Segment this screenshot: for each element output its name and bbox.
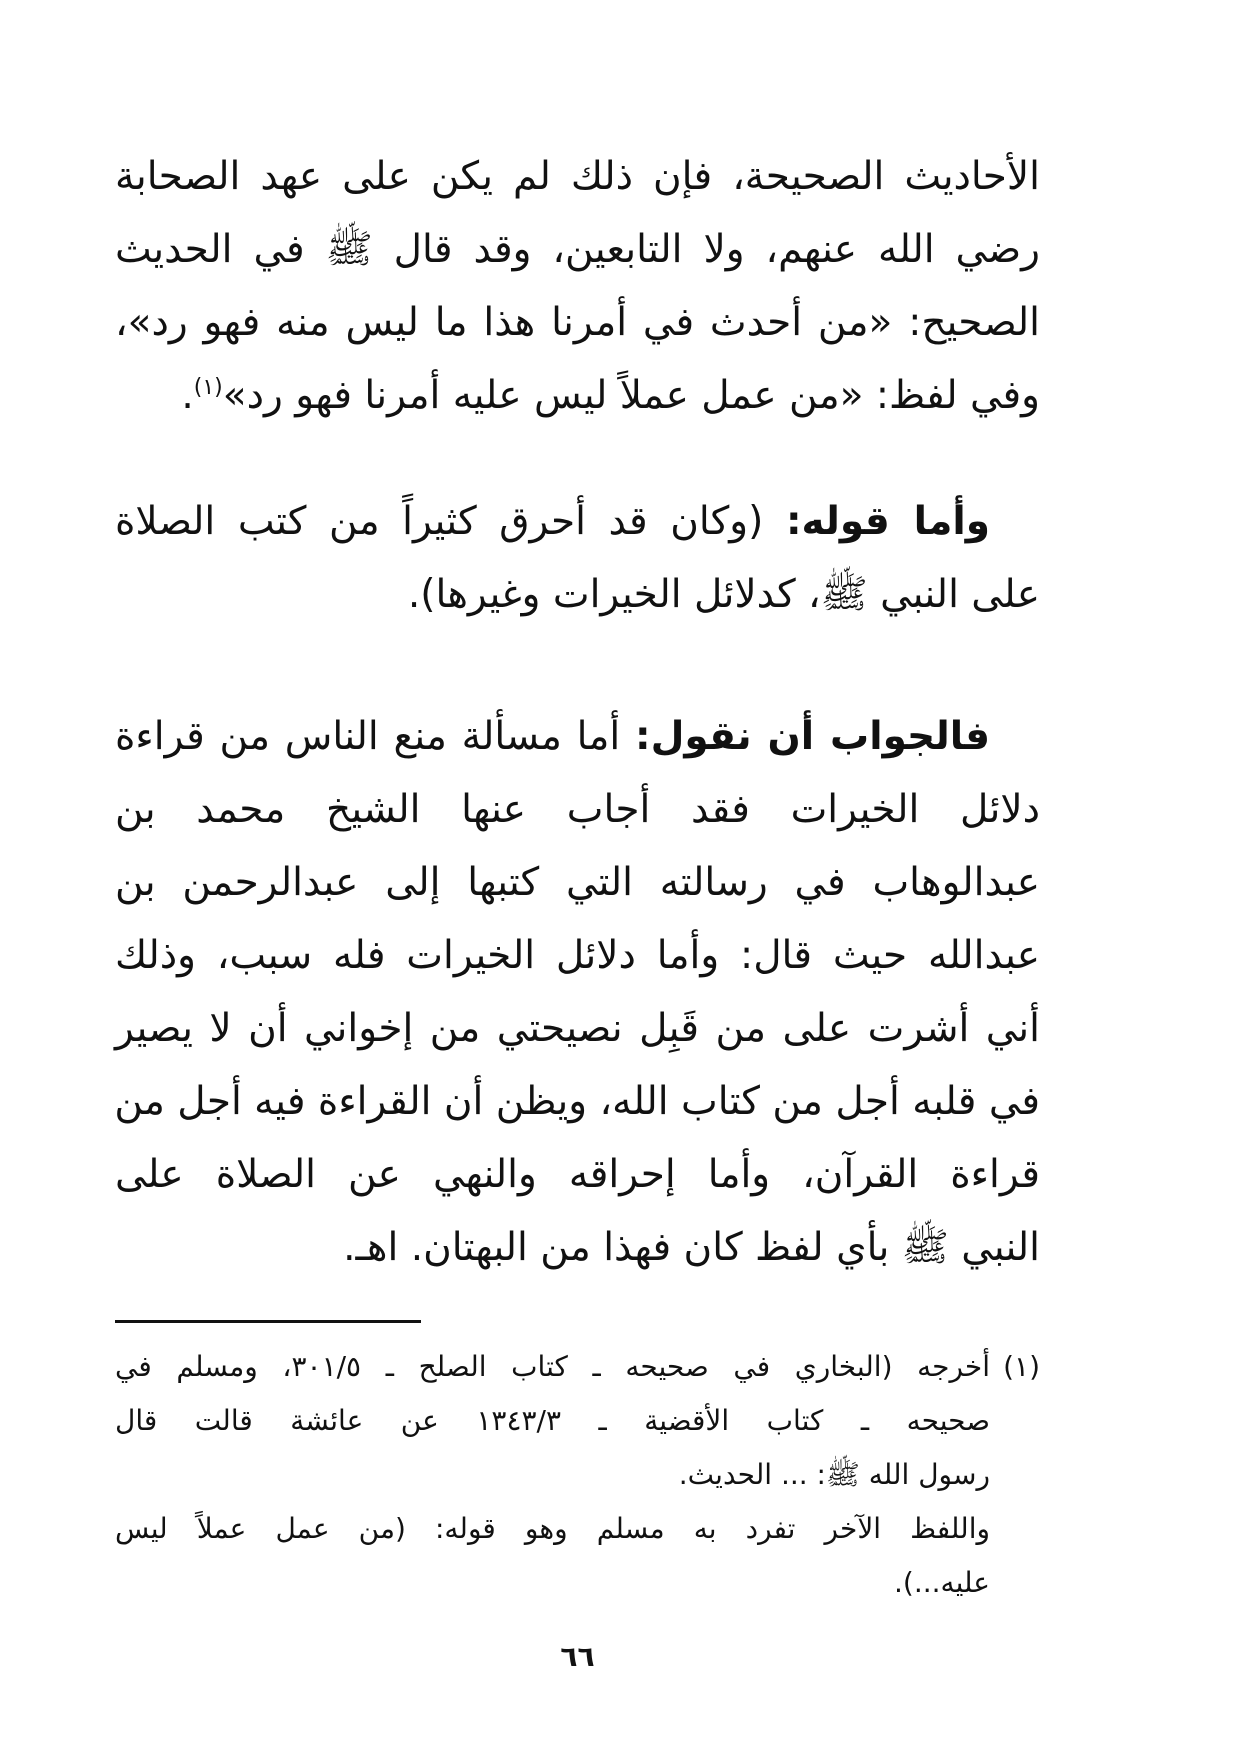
text-segment: وفي لفظ: «من عمل عملاً ليس عليه أمرنا فهو رد» bbox=[222, 373, 1040, 418]
text-segment: أما مسألة منع الناس من قراءة bbox=[115, 714, 621, 759]
book-page bbox=[115, 140, 1040, 1700]
paragraph-1 bbox=[115, 140, 1040, 432]
text-line: عبدالله حيث قال: وأما دلائل الخيرات فله سبب، وذلك bbox=[115, 933, 1040, 978]
text-line: النبي ﷺ بأي لفظ كان فهذا من البهتان. اهـ. bbox=[343, 1225, 1040, 1270]
paragraph-3 bbox=[115, 700, 1040, 1284]
text-line bbox=[115, 485, 1040, 558]
text-line: قراءة القرآن، وأما إحراقه والنهي عن الصلاة على bbox=[115, 1152, 1040, 1197]
footnotes bbox=[115, 1340, 1040, 1610]
footnote-marker: (١) bbox=[1003, 1350, 1040, 1383]
footnote-line: رسول الله ﷺ: ... الحديث. bbox=[678, 1458, 990, 1491]
footnote-line: أخرجه (البخاري في صحيحه ـ كتاب الصلح ـ ٣٠١/٥، ومسلم في bbox=[115, 1350, 991, 1383]
text-line: الأحاديث الصحيحة، فإن ذلك لم يكن على عهد الصحابة bbox=[115, 154, 1040, 199]
end-punctuation: . bbox=[181, 373, 194, 418]
paragraph-lead: فالجواب أن نقول: bbox=[635, 714, 990, 759]
footnote-line: صحيحه ـ كتاب الأقضية ـ ١٣٤٣/٣ عن عائشة قالت قال bbox=[115, 1404, 990, 1437]
text-line bbox=[115, 359, 1040, 432]
text-segment: (وكان قد أحرق كثيراً من كتب الصلاة bbox=[115, 499, 764, 544]
paragraph-lead: وأما قوله: bbox=[785, 499, 990, 544]
footnote-line: واللفظ الآخر تفرد به مسلم وهو قوله: (من عمل عملاً ليس bbox=[115, 1512, 990, 1545]
footnote-reference: (١) bbox=[193, 375, 223, 400]
page-number: ٦٦ bbox=[560, 1640, 595, 1673]
text-line: رضي الله عنهم، ولا التابعين، وقد قال ﷺ في الحديث bbox=[115, 227, 1040, 272]
footnote-line: عليه...). bbox=[894, 1566, 990, 1599]
text-line: الصحيح: «من أحدث في أمرنا هذا ما ليس منه فهو رد»، bbox=[115, 300, 1040, 345]
text-line: عبدالوهاب في رسالته التي كتبها إلى عبدالرحمن بن bbox=[115, 860, 1040, 905]
text-line: على النبي ﷺ، كدلائل الخيرات وغيرها). bbox=[407, 572, 1040, 617]
footnote-separator bbox=[115, 1320, 421, 1323]
text-line: دلائل الخيرات فقد أجاب عنها الشيخ محمد بن bbox=[115, 787, 1040, 832]
text-line: أني أشرت على من قَبِل نصيحتي من إخواني أن لا يصير bbox=[115, 1006, 1040, 1051]
paragraph-2 bbox=[115, 485, 1040, 631]
text-line: في قلبه أجل من كتاب الله، ويظن أن القراءة فيه أجل من bbox=[114, 1079, 1040, 1124]
text-line bbox=[115, 700, 1040, 773]
